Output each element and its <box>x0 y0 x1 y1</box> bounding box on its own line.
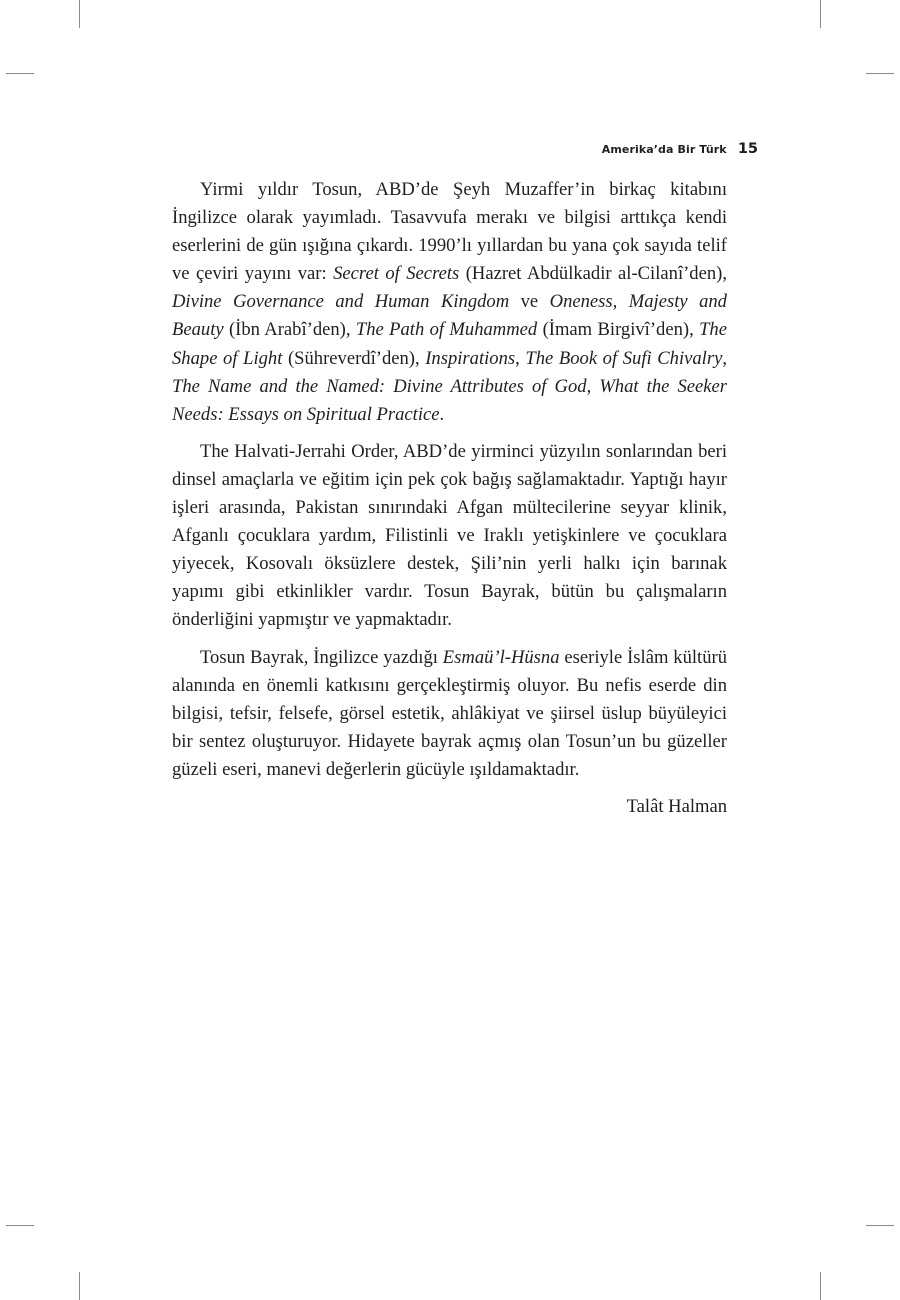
body-text <box>172 176 727 821</box>
paragraph-2 <box>172 438 727 635</box>
text-run: Tosun Bayrak, İngilizce yazdığı <box>200 646 443 668</box>
page-number: 15 <box>737 141 758 157</box>
signature: Talât Halman <box>626 795 727 817</box>
paragraph-3 <box>172 644 727 784</box>
text-run: , <box>515 347 526 369</box>
text-run: . <box>439 403 445 425</box>
crop-mark-bottom-left <box>79 1272 80 1300</box>
text-run: (Hazret Abdülkadir al-Cilanî’den), <box>459 263 727 285</box>
crop-mark-top-left <box>79 0 80 28</box>
crop-mark-bottom-right <box>820 1272 821 1300</box>
running-title: Amerika’da Bir Türk <box>601 143 727 156</box>
text-run: , <box>586 375 600 397</box>
text-run: (İmam Birgivî’den), <box>537 319 700 341</box>
crop-mark-left-top <box>6 73 34 74</box>
text-run: ve <box>509 291 550 313</box>
crop-mark-left-bottom <box>6 1225 34 1226</box>
text-run: (Sühreverdî’den), <box>282 347 426 369</box>
italic-title: Divine Governance and Human Kingdom <box>172 291 510 313</box>
italic-title: Secret of Secrets <box>333 263 460 285</box>
text-run: Yirmi yıldır Tosun, ABD’de Şeyh Muzaffer’in birkaç kitabını İngilizce olarak yayımladı. Tasavvufa merakı ve bilgisi arttıkça kendi eserlerini de gün ışığına çıkardı. 1990’lı yıllardan bu yana çok sayıda telif ve çeviri yayını var: <box>172 179 727 285</box>
italic-title: Oneness, Majesty and Beauty <box>172 291 727 341</box>
italic-title: The Book of Sufi Chivalry <box>525 347 723 369</box>
italic-title: The Path of Muhammed <box>355 319 538 341</box>
crop-mark-right-top <box>866 73 894 74</box>
italic-title: The Shape of Light <box>172 319 727 369</box>
text-run: (İbn Arabî’den), <box>223 319 356 341</box>
italic-title: The Name and the Named: Divine Attributes of God <box>172 375 587 397</box>
crop-mark-top-right <box>820 0 821 28</box>
italic-title: What the Seeker Needs: Essays on Spiritual Practice <box>172 375 728 425</box>
running-header <box>172 138 758 157</box>
crop-mark-right-bottom <box>866 1225 894 1226</box>
text-run: The Halvati-Jerrahi Order, ABD’de yirminci yüzyılın sonlarından beri dinsel amaçlarla ve eğitim için pek çok bağış sağlamaktadır. Yaptığı hayır işleri arasında, Pakistan sınırındaki Afgan mültecilerine seyyar klinik, Afganlı çocuklara yardım, Filistinli ve Iraklı yetişkinlere ve çocuklara yiyecek, Kosovalı öksüzlere destek, Şili’nin yerli halkı için barınak yapımı gibi etkinlikler vardır. Tosun Bayrak, bütün bu çalışmaların önderliğini yapmıştır ve yapmaktadır. <box>172 440 727 631</box>
italic-title: Esmaü’l-Hüsna <box>442 646 560 668</box>
text-run: eseriyle İslâm kültürü alanında en önemli katkısını gerçekleştirmiş oluyor. Bu nefis eserde din bilgisi, tefsir, felsefe, görsel estetik, ahlâkiyat ve şiirsel üslup büyüleyici bir sentez oluşturuyor. Hidayete bayrak açmış olan Tosun’un bu güzeller güzeli eseri, manevi değerlerin gücüyle ışıldamaktadır. <box>172 646 727 780</box>
text-run: , <box>722 347 727 369</box>
paragraph-1 <box>172 176 727 429</box>
italic-title: Inspirations <box>425 347 516 369</box>
